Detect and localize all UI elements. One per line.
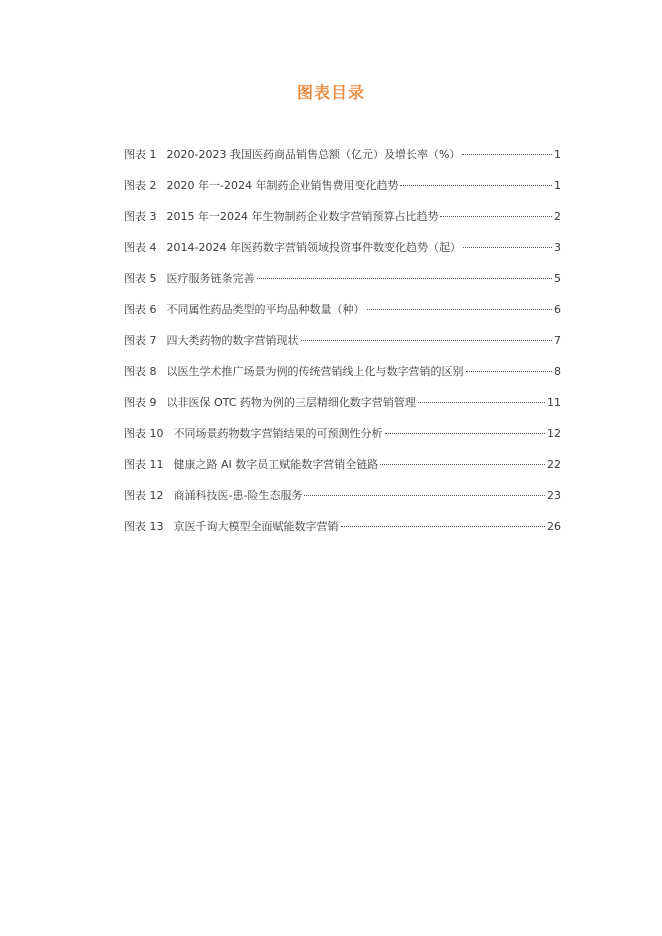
toc-entry-title: 2020 年一-2024 年制药企业销售费用变化趋势 (166, 179, 399, 192)
toc-entry-page: 1 (554, 179, 561, 192)
toc-leader-dots (418, 402, 545, 403)
toc-entry-title: 2015 年一2024 年生物制药企业数字营销预算占比趋势 (166, 210, 439, 223)
toc-entry[interactable] (124, 425, 561, 456)
toc-entry-page: 2 (554, 210, 561, 223)
toc-leader-dots (301, 340, 553, 341)
toc-entry-page: 11 (547, 396, 561, 409)
toc-entry-label: 图表 9 (124, 396, 157, 409)
toc-entry-title: 2020-2023 我国医药商品销售总额（亿元）及增长率（%） (166, 148, 461, 161)
toc-entry-title: 2014-2024 年医药数字营销领域投资事件数变化趋势（起） (166, 241, 461, 254)
toc-entry-label: 图表 13 (124, 520, 164, 533)
toc-entry-title: 不同场景药物数字营销结果的可预测性分析 (173, 427, 383, 440)
toc-leader-dots (304, 495, 545, 496)
toc-leader-dots (367, 309, 553, 310)
toc-entry-label: 图表 2 (124, 179, 157, 192)
toc-entry[interactable] (124, 487, 561, 518)
toc-entry-title: 四大类药物的数字营销现状 (166, 334, 299, 347)
toc-leader-dots (463, 247, 552, 248)
toc-entry[interactable] (124, 518, 561, 549)
toc-leader-dots (462, 154, 552, 155)
toc-entry-title: 以医生学术推广场景为例的传统营销线上化与数字营销的区别 (166, 365, 464, 378)
toc-leader-dots (400, 185, 552, 186)
page-title: 图表目录 (296, 83, 365, 102)
toc-leader-dots (257, 278, 553, 279)
toc-leader-dots (341, 526, 546, 527)
toc-entry-page: 5 (554, 272, 561, 285)
toc-entry-page: 1 (554, 148, 561, 161)
toc-entry[interactable] (124, 239, 561, 270)
toc-entry[interactable] (124, 394, 561, 425)
toc-entry-page: 12 (547, 427, 561, 440)
toc-entry-label: 图表 11 (124, 458, 164, 471)
toc-entry[interactable] (124, 146, 561, 177)
toc-entry-label: 图表 5 (124, 272, 157, 285)
toc-entry-title: 以非医保 OTC 药物为例的三层精细化数字营销管理 (166, 396, 416, 409)
toc-entry[interactable] (124, 456, 561, 487)
toc-entry-label: 图表 4 (124, 241, 157, 254)
toc-entry-label: 图表 8 (124, 365, 157, 378)
toc-entry-title: 商涌科技医-患-险生态服务 (173, 489, 303, 502)
toc-leader-dots (440, 216, 552, 217)
toc-entry[interactable] (124, 270, 561, 301)
toc-entry[interactable] (124, 363, 561, 394)
toc-entry-page: 22 (547, 458, 561, 471)
toc-entry[interactable] (124, 301, 561, 332)
toc-entry-title: 医疗服务链条完善 (166, 272, 255, 285)
toc-entry[interactable] (124, 177, 561, 208)
toc-entry-title: 京医千询大模型全面赋能数字营销 (173, 520, 339, 533)
toc-entry-page: 6 (554, 303, 561, 316)
table-of-figures (124, 146, 561, 549)
toc-entry-label: 图表 7 (124, 334, 157, 347)
toc-entry-page: 26 (547, 520, 561, 533)
toc-entry-label: 图表 10 (124, 427, 164, 440)
toc-entry-label: 图表 3 (124, 210, 157, 223)
toc-entry-page: 8 (554, 365, 561, 378)
toc-leader-dots (466, 371, 553, 372)
toc-entry-page: 3 (554, 241, 561, 254)
toc-entry-page: 7 (554, 334, 561, 347)
toc-entry[interactable] (124, 208, 561, 239)
toc-entry-page: 23 (547, 489, 561, 502)
toc-leader-dots (380, 464, 545, 465)
toc-entry-title: 不同属性药品类型的平均品种数量（种） (166, 303, 365, 316)
toc-entry-label: 图表 1 (124, 148, 157, 161)
toc-entry-label: 图表 6 (124, 303, 157, 316)
toc-leader-dots (385, 433, 546, 434)
toc-entry-title: 健康之路 AI 数字员工赋能数字营销全链路 (173, 458, 379, 471)
toc-entry[interactable] (124, 332, 561, 363)
toc-entry-label: 图表 12 (124, 489, 164, 502)
